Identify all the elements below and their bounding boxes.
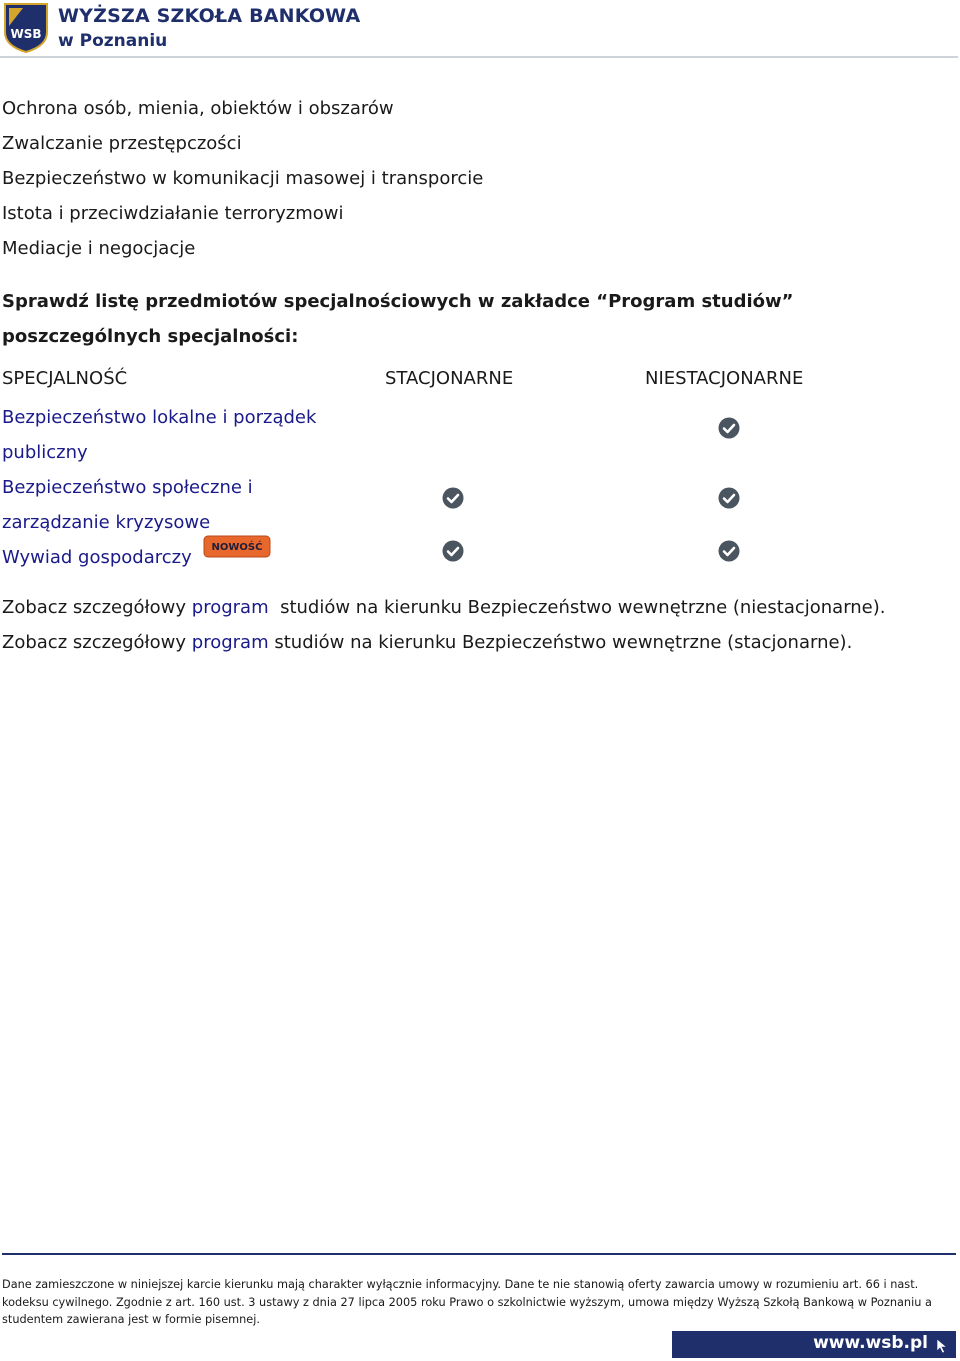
- footer-url-bar[interactable]: [672, 1331, 956, 1358]
- program-link[interactable]: program: [191, 632, 269, 653]
- list-item: Istota i przeciwdziałanie terroryzmowi: [2, 203, 344, 224]
- table-header-niestacjonarne: NIESTACJONARNE: [645, 368, 804, 389]
- check-circle-icon: [718, 417, 740, 439]
- footer-divider: [2, 1253, 956, 1255]
- check-circle-icon: [442, 487, 464, 509]
- new-badge-icon: [203, 535, 271, 558]
- program-line-suffix: studiów na kierunku Bezpieczeństwo wewnętrzne (niestacjonarne).: [268, 597, 886, 618]
- table-row[interactable]: [2, 470, 253, 540]
- footer-disclaimer: Dane zamieszczone w niniejszej karcie kierunku mają charakter wyłącznie informacyjny. Dane te nie stanowią oferty zawarcia umowy w rozumieniu art. 66 i nast. kodeksu cywilnego. Zgodnie z art. 160 ust. 3 ustawy z dnia 27 lipca 2005 roku Prawo o szkolnictwie wyższym, umowa między Wyższą Szkołą Bankową w Poznaniu a studentem zawierana jest w formie pisemnej.: [2, 1278, 932, 1326]
- program-line-suffix: studiów na kierunku Bezpieczeństwo wewnętrzne (stacjonarne).: [268, 632, 853, 653]
- program-line-prefix: Zobacz szczegółowy: [2, 632, 192, 653]
- logo-subtitle: w Poznaniu: [58, 31, 168, 51]
- subject-list: [2, 91, 483, 266]
- intro-text: Sprawdź listę przedmiotów specjalnościowych w zakładce “Program studiów” poszczególnych specjalności:: [2, 291, 794, 347]
- wsb-shield-icon: [3, 2, 49, 54]
- list-item: Ochrona osób, mienia, obiektów i obszarów: [2, 98, 394, 119]
- list-item: Zwalczanie przestępczości: [2, 133, 242, 154]
- page-header: [0, 0, 960, 58]
- list-item: Mediacje i negocjacje: [2, 238, 196, 259]
- logo-shield-text: WSB: [10, 27, 42, 41]
- program-line-prefix: Zobacz szczegółowy: [2, 597, 192, 618]
- program-links: [2, 590, 886, 660]
- table-row[interactable]: [2, 540, 192, 575]
- program-line-niestacjonarne: [2, 590, 886, 625]
- specialty-link-line1[interactable]: Bezpieczeństwo lokalne i porządek: [2, 407, 317, 428]
- specialty-link-line2[interactable]: publiczny: [2, 442, 88, 463]
- list-item: Bezpieczeństwo w komunikacji masowej i transporcie: [2, 168, 484, 189]
- header-divider: [0, 56, 958, 58]
- specialty-link-line1[interactable]: Wywiad gospodarczy: [2, 547, 192, 568]
- specialty-link-line2[interactable]: zarządzanie kryzysowe: [2, 512, 211, 533]
- table-header-stacjonarne: STACJONARNE: [385, 368, 514, 389]
- table-header-specjalnosc: SPECJALNOŚĆ: [2, 368, 128, 389]
- program-link[interactable]: program: [191, 597, 269, 618]
- footer-url[interactable]: www.wsb.pl: [813, 1333, 928, 1353]
- logo-title: WYŻSZA SZKOŁA BANKOWA: [58, 5, 361, 27]
- program-line-stacjonarne: [2, 625, 886, 660]
- check-circle-icon: [442, 540, 464, 562]
- table-row[interactable]: [2, 400, 316, 470]
- check-circle-icon: [718, 540, 740, 562]
- check-circle-icon: [718, 487, 740, 509]
- cursor-arrow-icon: [936, 1338, 948, 1354]
- new-badge-text: NOWOŚĆ: [211, 542, 263, 553]
- specialty-link-line1[interactable]: Bezpieczeństwo społeczne i: [2, 477, 253, 498]
